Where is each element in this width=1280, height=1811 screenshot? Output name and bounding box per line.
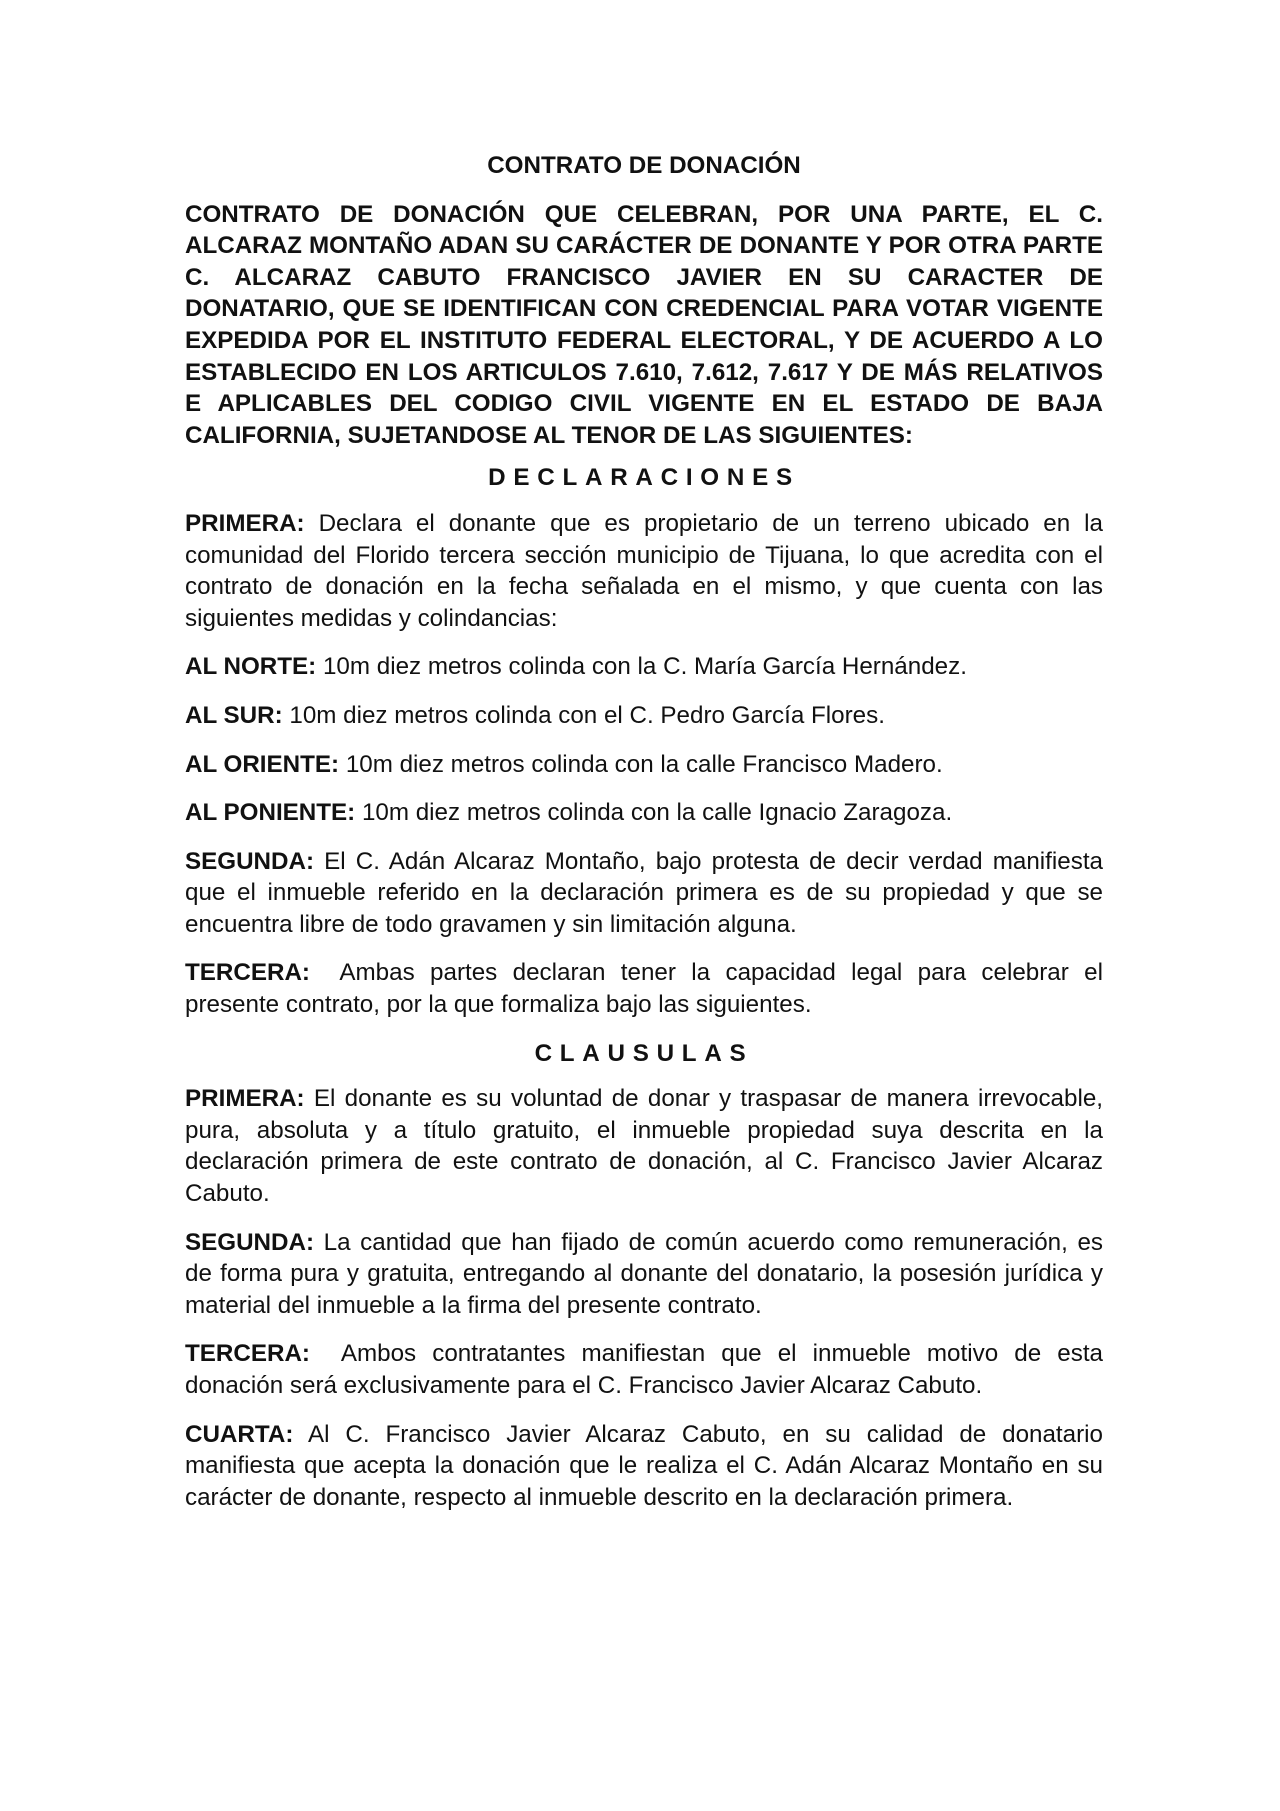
declaracion-primera — [185, 508, 1103, 634]
lindero-poniente — [185, 797, 1103, 829]
clausula-text: El donante es su voluntad de donar y traspasar de manera irrevocable, pura, absoluta y a título gratuito, el inmueble propiedad suya descrita en la declaración primera de este contrato de donación, al C. Francisco Javier Alcaraz Cabuto. — [185, 1085, 1103, 1208]
lindero-text: 10m diez metros colinda con la calle Ignacio Zaragoza. — [355, 799, 953, 827]
lindero-text: 10m diez metros colinda con la C. María García Hernández. — [316, 653, 967, 681]
declaracion-label: TERCERA: — [185, 959, 310, 987]
lindero-text: 10m diez metros colinda con el C. Pedro García Flores. — [282, 701, 885, 729]
lindero-oriente — [185, 749, 1103, 781]
declaracion-text: Declara el donante que es propietario de un terreno ubicado en la comunidad del Florido tercera sección municipio de Tijuana, lo que acredita con el contrato de donación en la fecha señalada en el mismo, y que cuenta con las siguientes medidas y colindancias: — [185, 509, 1103, 632]
declaraciones-heading: DECLARACIONES — [488, 464, 800, 492]
declaracion-label: PRIMERA: — [185, 509, 305, 537]
clausula-label: SEGUNDA: — [185, 1228, 315, 1256]
lindero-text: 10m diez metros colinda con la calle Francisco Madero. — [339, 750, 943, 778]
clausula-primera — [185, 1083, 1103, 1209]
clausula-text: La cantidad que han fijado de común acuerdo como remuneración, es de forma pura y gratuita, entregando al donante del donatario, la posesión jurídica y material del inmueble a la firma del presente contrato. — [185, 1228, 1103, 1319]
lindero-label: AL NORTE: — [185, 653, 317, 681]
clausula-label: TERCERA: — [185, 1340, 310, 1368]
document-title: CONTRATO DE DONACIÓN — [487, 152, 801, 179]
declaracion-label: SEGUNDA: — [185, 847, 315, 875]
declaracion-text: Ambas partes declaran tener la capacidad legal para celebrar el presente contrato, por la que formaliza bajo las siguientes. — [185, 959, 1110, 1019]
clausula-label: PRIMERA: — [185, 1085, 305, 1113]
clausula-text: Al C. Francisco Javier Alcaraz Cabuto, en su calidad de donatario manifiesta que acepta la donación que le realiza el C. Adán Alcaraz Montaño en su carácter de donante, respecto al inmueble descrito en la declaración primera. — [185, 1420, 1103, 1511]
clausula-tercera — [185, 1338, 1110, 1401]
lindero-norte — [185, 651, 1103, 683]
declaracion-text: El C. Adán Alcaraz Montaño, bajo protesta de decir verdad manifiesta que el inmueble referido en la declaración primera es de su propiedad y que se encuentra libre de todo gravamen y sin limitación alguna. — [185, 847, 1103, 938]
lindero-label: AL SUR: — [185, 701, 283, 729]
clausula-segunda — [185, 1227, 1103, 1322]
lindero-label: AL ORIENTE: — [185, 750, 340, 778]
lindero-label: AL PONIENTE: — [185, 799, 356, 827]
document-page — [185, 150, 1110, 1530]
declaracion-segunda — [185, 846, 1103, 941]
clausula-text: Ambos contratantes manifiestan que el inmueble motivo de esta donación será exclusivamente para el C. Francisco Javier Alcaraz Cabuto. — [185, 1340, 1110, 1399]
lindero-sur — [185, 700, 1103, 732]
clausula-label: CUARTA: — [185, 1420, 294, 1448]
clausulas-heading: CLAUSULAS — [534, 1039, 754, 1067]
clausula-cuarta — [185, 1419, 1103, 1514]
contract-intro: CONTRATO DE DONACIÓN QUE CELEBRAN, POR UNA PARTE, EL C. ALCARAZ MONTAÑO ADAN SU CARÁCTER DE DONANTE Y POR OTRA PARTE C. ALCARAZ CABUTO FRANCISCO JAVIER EN SU CARACTER DE DONATARIO, QUE SE IDENTIFICAN CON CREDENCIAL PARA VOTAR VIGENTE EXPEDIDA POR EL INSTITUTO FEDERAL ELECTORAL, Y DE ACUERDO A LO ESTABLECIDO EN LOS ARTICULOS 7.610, 7.612, 7.617 Y DE MÁS RELATIVOS E APLICABLES DEL CODIGO CIVIL VIGENTE EN EL ESTADO DE BAJA CALIFORNIA, SUJETANDOSE AL TENOR DE LAS SIGUIENTES: — [185, 200, 1103, 449]
declaracion-tercera — [185, 957, 1110, 1020]
